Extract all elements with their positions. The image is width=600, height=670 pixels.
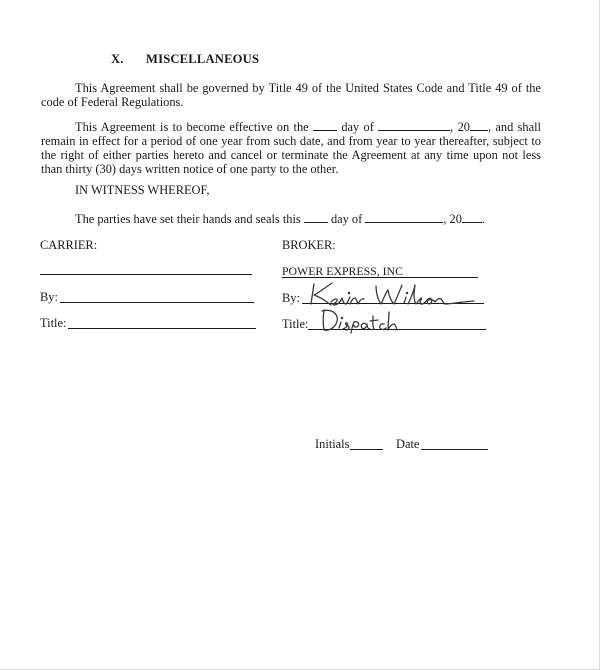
effective-month-blank[interactable] (378, 119, 450, 131)
seals-day-blank[interactable] (304, 211, 328, 223)
initials-line[interactable] (350, 449, 383, 450)
broker-company: POWER EXPRESS, INC (282, 264, 403, 278)
effective-text-3: , 20 (450, 120, 470, 134)
effective-day-blank[interactable] (313, 119, 337, 131)
section-title: MISCELLANEOUS (146, 52, 260, 66)
broker-name-line (282, 277, 478, 278)
broker-title-handwritten (318, 306, 408, 334)
carrier-title-line[interactable] (68, 328, 256, 329)
carrier-label: CARRIER: (40, 238, 98, 252)
carrier-name-line[interactable] (40, 274, 252, 275)
date-line[interactable] (421, 449, 488, 450)
carrier-by-label: By: (40, 290, 58, 304)
seals-year-blank[interactable] (462, 211, 482, 223)
witness-line: IN WITNESS WHEREOF, (75, 183, 210, 197)
carrier-title-label: Title: (40, 316, 67, 330)
seals-text-3: , 20 (443, 212, 462, 226)
broker-by-label: By: (282, 291, 300, 305)
governing-law-paragraph (41, 81, 541, 109)
seals-text-4: . (481, 212, 486, 226)
governing-law-text: This Agreement shall be governed by Title 49 of the United States Code and Title 49 of the code of Federal Regulations. (41, 81, 541, 109)
seals-line (75, 211, 485, 226)
effective-year-blank[interactable] (470, 119, 488, 131)
initials-label: Initials (315, 437, 350, 451)
effective-text-2: day of (341, 120, 374, 134)
effective-text-1: This Agreement is to become effective on the (75, 120, 309, 134)
carrier-by-line[interactable] (60, 302, 254, 303)
broker-label: BROKER: (282, 238, 336, 252)
seals-text-2: day of (330, 212, 363, 226)
section-number: X. (111, 52, 124, 66)
date-label: Date (396, 437, 420, 451)
effective-paragraph (41, 119, 541, 176)
broker-title-label: Title: (282, 317, 309, 331)
seals-text-1: The parties have set their hands and seals this (75, 212, 301, 226)
effective-text-4: , and shall remain in effect for a period of one year from such date, and from year to year thereafter, subject to the right of either parties hereto and cancel or terminate the Agreement at any time upon not less than thirty (30) days written notice of one party to the other. (41, 120, 542, 176)
seals-month-blank[interactable] (365, 211, 443, 223)
